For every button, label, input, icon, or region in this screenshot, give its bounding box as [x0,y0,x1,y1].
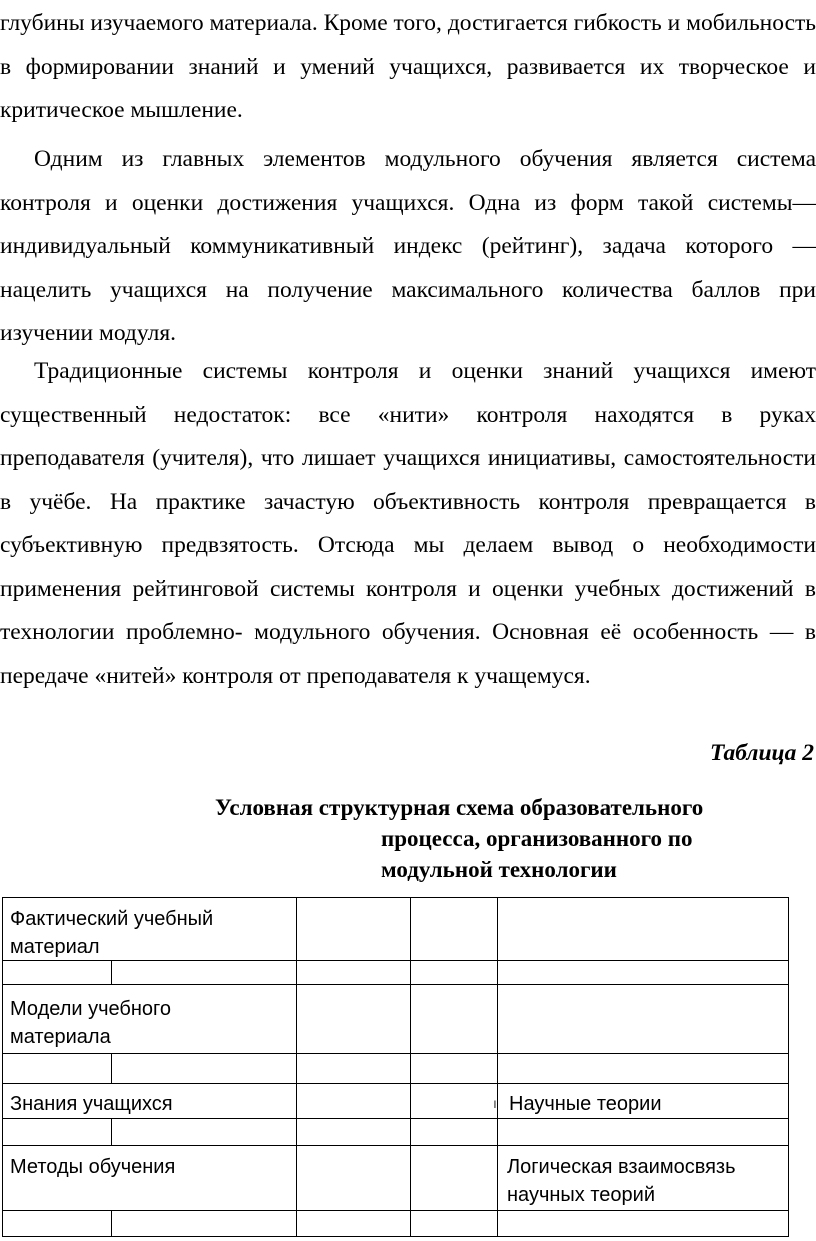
paragraph-modular-control: Одним из главных элементов модульного обучения является система контроля и оценки достижения учащихся. Одна из форм такой системы— индивидуальный коммуникативный индекс (рейтинг), задача которого — нацелить учащихся на получение максимального количества баллов при изучении модуля. [0,146,816,346]
table-rule [111,1118,112,1145]
table-rule [111,1053,112,1083]
cell-student-knowledge: Знания учащихся [10,1093,173,1115]
table-rule [2,897,789,898]
table-rule [2,897,3,1237]
table-rule [2,1145,789,1146]
cell-material-models-line-2: материала [10,1026,111,1048]
table-rule [111,960,112,984]
table-title-line-3: модульной технологии [381,857,617,882]
table-title-line-2: процесса, организованного по [381,826,693,851]
table-rule [2,1210,789,1211]
table-rule [2,1053,789,1054]
table-title-line-1: Условная структурная схема образовательного [215,795,704,820]
table-rule [410,897,411,1237]
table-rule [2,1083,789,1084]
table-rule [296,897,297,1237]
table-rule [111,1210,112,1236]
cell-actual-material [10,905,213,961]
cell-actual-material-line-1: Фактический учебный [10,908,214,930]
table-rule [2,984,789,985]
table-title [200,792,780,885]
structure-table [2,897,789,1237]
table-rule [2,1236,789,1237]
cell-logical-link-line-1: Логическая взаимосвязь [507,1156,736,1178]
table-rule [2,1118,789,1119]
cell-scientific-theories: Научные теории [509,1093,662,1115]
cell-actual-material-line-2: материал [10,936,100,958]
table-rule [497,897,498,1237]
paragraph-traditional-systems: Традиционные системы контроля и оценки знаний учащихся имеют существенный недостаток: все «нити» контроля находятся в руках преподавателя (учителя), что лишает учащихся инициативы, самостоятельности в учёбе. На практике зачастую объективность контроля превращается в субъективную предвзятость. Отсюда мы делаем вывод о необходимости применения рейтинговой системы контроля и оценки учебных достижений в технологии проблемно- модульного обучения. Основная её особенность — в передаче «нитей» контроля от преподавателя к учащемуся. [0,358,816,689]
stray-mark: ı [493,1095,497,1111]
cell-material-models-line-1: Модели учебного [10,998,172,1020]
table-rule [788,897,789,1237]
paragraph-intro: глубины изучаемого материала. Кроме того, достигается гибкость и мобильность в формировании знаний и умений учащихся, развивается их творческое и критическое мышление. [0,10,816,123]
cell-logical-link [507,1153,736,1209]
cell-teaching-methods: Методы обучения [10,1156,176,1178]
table-label: Таблица 2 [710,740,814,766]
cell-logical-link-line-2: научных теорий [507,1184,655,1206]
cell-material-models [10,995,171,1051]
